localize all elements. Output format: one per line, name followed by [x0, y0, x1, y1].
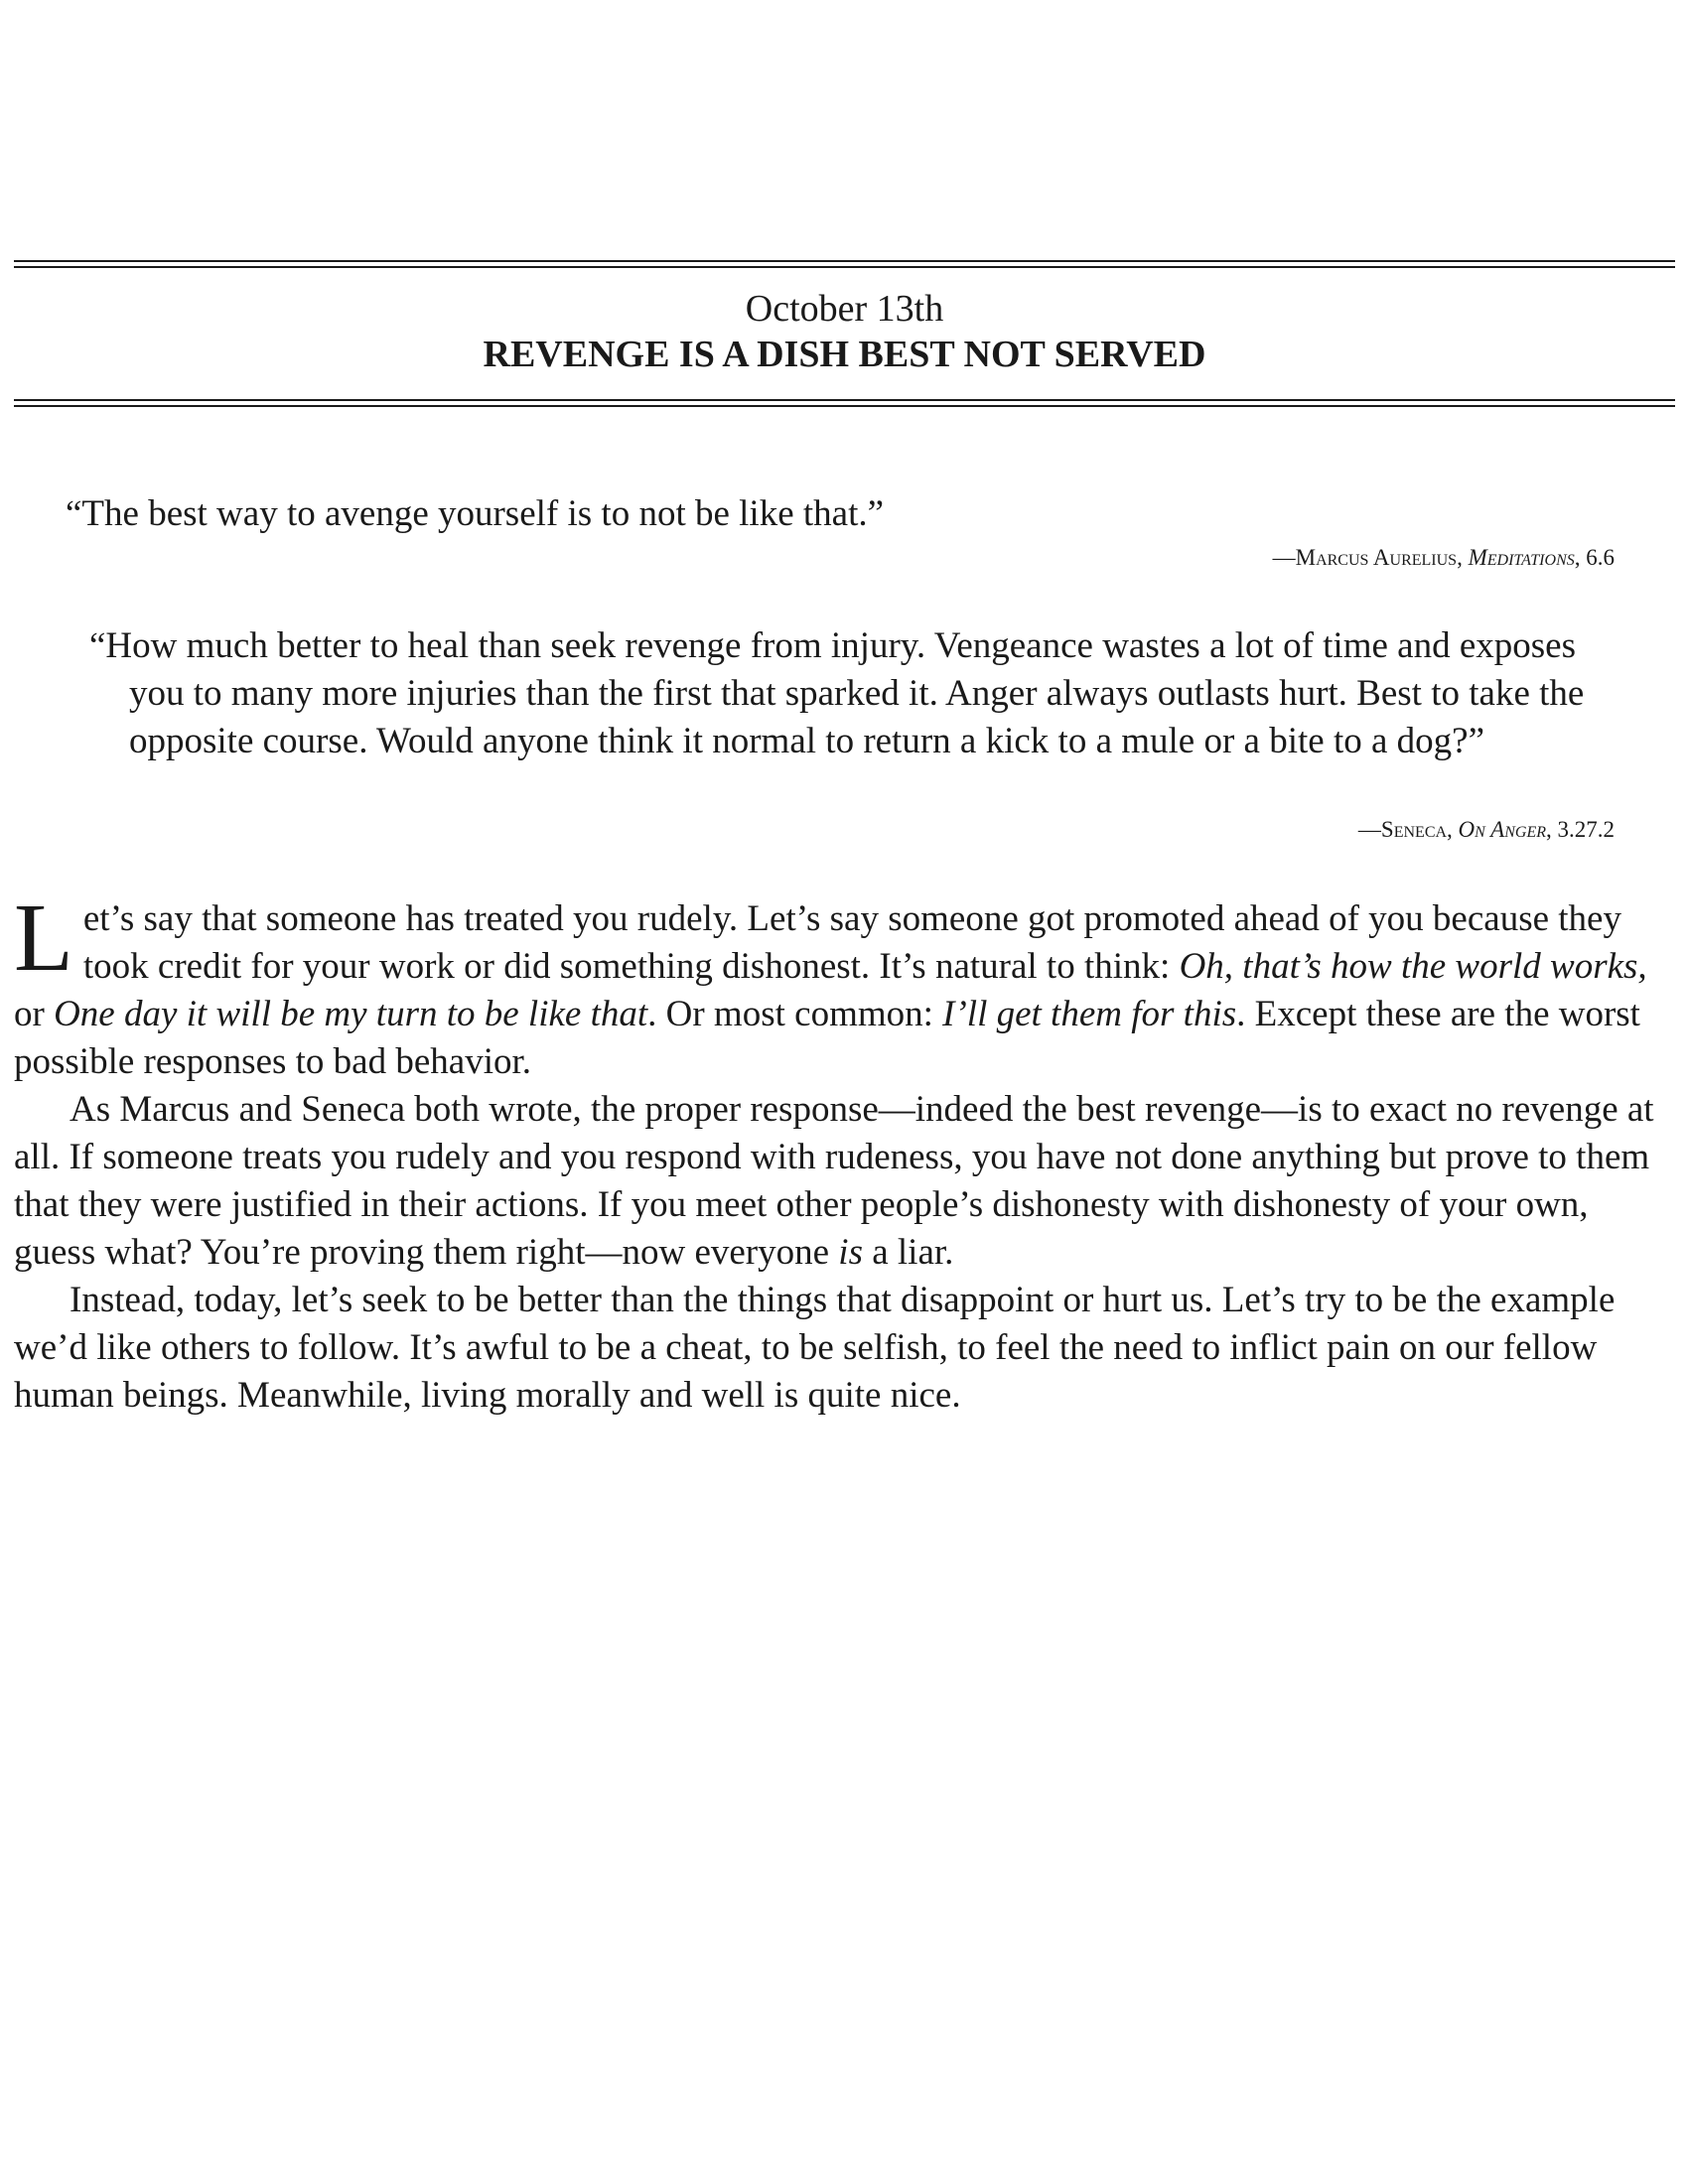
text-run: or [14, 994, 55, 1034]
attribution-dash: — [1272, 545, 1296, 570]
italic-run: Oh, that’s how the world works, [1179, 946, 1647, 987]
italic-run: is [838, 1232, 863, 1273]
text-run: . Or most common: [647, 994, 943, 1034]
attribution-work: On Anger [1458, 817, 1546, 842]
italic-run: I’ll get them for this [942, 994, 1237, 1034]
rule-line [14, 405, 1675, 407]
attribution-author: Marcus Aurelius [1295, 545, 1458, 570]
paragraph-2 [14, 1086, 1662, 1277]
paragraph-3 [14, 1277, 1662, 1420]
attribution-author: Seneca [1380, 817, 1448, 842]
attribution-reference: 3.27.2 [1557, 817, 1615, 842]
text-run: . Except these are the worst possible responses to bad behavior. [14, 994, 1640, 1082]
text-run: Instead, today, let’s seek to be better than the things that disappoint or hurt us. Let’s try to be the example we’d like others to follow. It’s awful to be a cheat, to be selfish, to feel the need to inflict pain on our fellow human beings. Meanwhile, living morally and well is quite nice. [14, 1280, 1616, 1416]
epigraph-attribution-1: —Marcus Aurelius, Meditations, 6.6 [1272, 545, 1615, 570]
attribution-reference: 6.6 [1586, 545, 1615, 570]
rule-line [14, 399, 1675, 401]
epigraph-attribution-2: —Seneca, On Anger, 3.27.2 [1357, 817, 1615, 842]
paragraph-1 [14, 885, 1662, 1086]
text-run: et’s say that someone has treated you rudely. Let’s say someone got promoted ahead of you because they took credit for your work or did something dishonest. It’s natural to think: [82, 898, 1621, 987]
entry-date: October 13th [745, 288, 944, 330]
italic-run: One day it will be my turn to be like that [54, 994, 648, 1034]
body-text [14, 885, 1662, 1420]
entry-title: REVENGE IS A DISH BEST NOT SERVED [483, 334, 1206, 375]
page-header [14, 286, 1675, 377]
rule-line [14, 260, 1675, 262]
attribution-dash: — [1357, 817, 1381, 842]
rule-line [14, 266, 1675, 268]
drop-cap: L [14, 885, 73, 992]
text-run: As Marcus and Seneca both wrote, the proper response—indeed the best revenge—is to exact no revenge at all. If someone treats you rudely and you respond with rudeness, you have not done anything but prove to them that they were justified in their actions. If you meet other people’s dishonesty with dishonesty of your own, guess what? You’re proving them right—now everyone [14, 1089, 1654, 1273]
attribution-work: Meditations [1468, 545, 1575, 570]
text-run: a liar. [862, 1232, 954, 1273]
epigraph-quote-1: “The best way to avenge yourself is to not be like that.” [66, 493, 885, 534]
epigraph-quote-2: “How much better to heal than seek revenge from injury. Vengeance wastes a lot of time and exposes you to many more injuries than the first that sparked it. Anger always outlasts hurt. Best to take the opposite course. Would anyone think it normal to return a kick to a mule or a bite to a dog?” [89, 625, 1585, 761]
